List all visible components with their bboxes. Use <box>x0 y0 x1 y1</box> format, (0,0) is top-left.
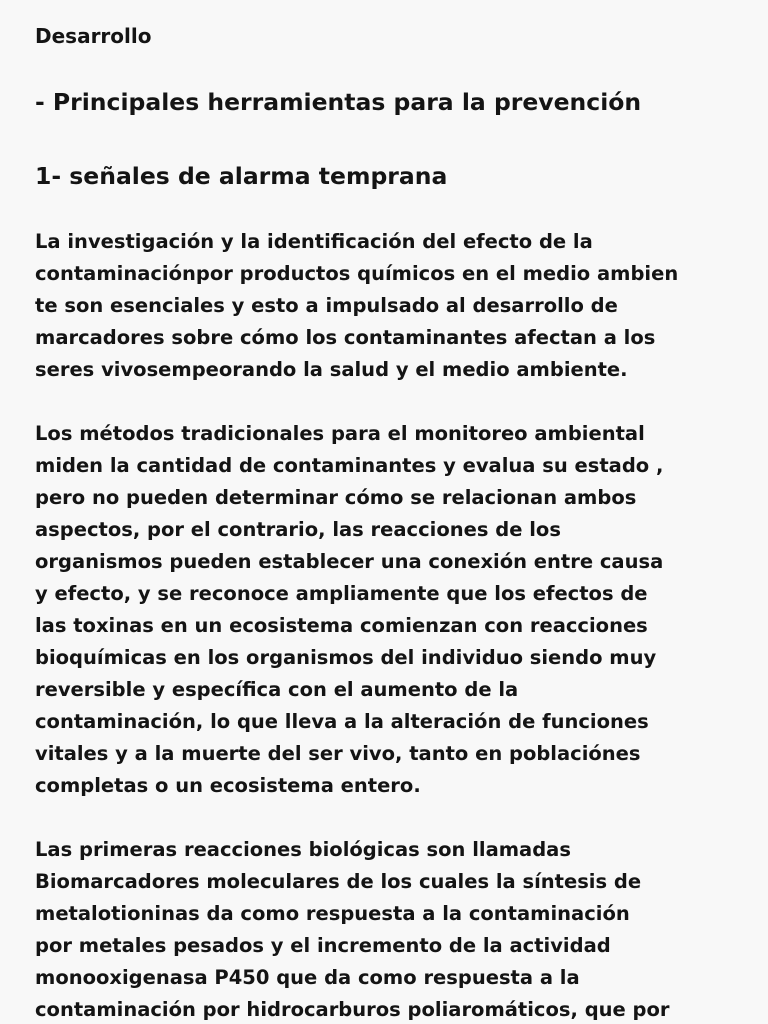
paragraph-line: aspectos, por el contrario, las reacciones de los <box>35 518 561 541</box>
section-label: Desarrollo <box>35 24 152 48</box>
paragraph-line: pero no pueden determinar cómo se relacionan ambos <box>35 486 637 509</box>
paragraph-line: bioquímicas en los organismos del individuo siendo muy <box>35 646 657 669</box>
paragraph-line: contaminación, lo que lleva a la alteración de funciones <box>35 710 649 733</box>
paragraph-line: y efecto, y se reconoce ampliamente que los efectos de <box>35 582 648 605</box>
paragraph-line: seres vivosempeorando la salud y el medio ambiente. <box>35 358 628 381</box>
paragraph-line: Las primeras reacciones biológicas son llamadas <box>35 838 571 861</box>
paragraph-line: miden la cantidad de contaminantes y evalua su estado , <box>35 454 664 477</box>
paragraph-2 <box>35 418 768 802</box>
paragraph-line: te son esenciales y esto a impulsado al desarrollo de <box>35 294 618 317</box>
paragraph-line: organismos pueden establecer una conexión entre causa <box>35 550 664 573</box>
paragraph-line: monooxigenasa P450 que da como respuesta a la <box>35 966 580 989</box>
paragraph-line: metalotioninas da como respuesta a la contaminación <box>35 902 630 925</box>
paragraph-line: por metales pesados y el incremento de la actividad <box>35 934 611 957</box>
paragraph-1 <box>35 226 768 386</box>
paragraph-line: contaminaciónpor productos químicos en el medio ambien <box>35 262 679 285</box>
main-heading: - Principales herramientas para la prevención <box>35 88 642 116</box>
paragraph-line: Los métodos tradicionales para el monitoreo ambiental <box>35 422 645 445</box>
paragraph-line: las toxinas en un ecosistema comienzan con reacciones <box>35 614 648 637</box>
paragraph-line: La investigación y la identificación del efecto de la <box>35 230 593 253</box>
paragraph-line: contaminación por hidrocarburos poliaromáticos, que por <box>35 998 670 1021</box>
paragraph-line: Biomarcadores moleculares de los cuales la síntesis de <box>35 870 642 893</box>
paragraph-line: reversible y específica con el aumento de la <box>35 678 519 701</box>
sub-heading: 1- señales de alarma temprana <box>35 162 448 190</box>
paragraph-3 <box>35 834 768 1024</box>
paragraph-line: vitales y a la muerte del ser vivo, tanto en poblaciónes <box>35 742 641 765</box>
paragraph-line: completas o un ecosistema entero. <box>35 774 421 797</box>
paragraph-line: marcadores sobre cómo los contaminantes afectan a los <box>35 326 656 349</box>
